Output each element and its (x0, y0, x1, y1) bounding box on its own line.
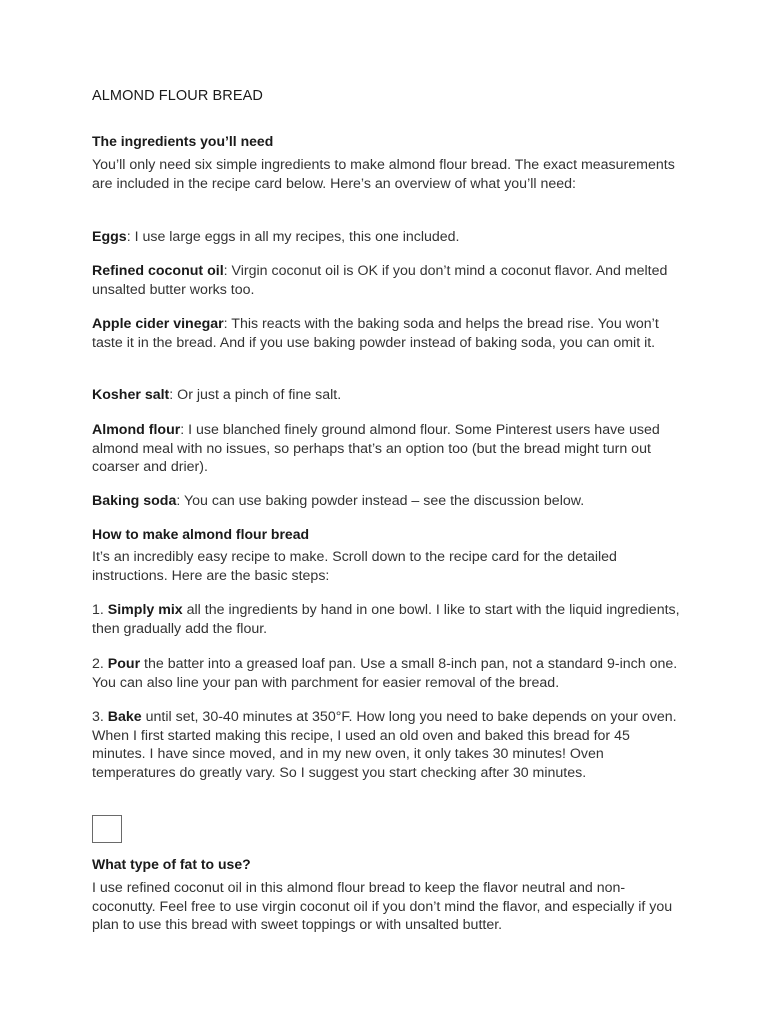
step-item-mix (92, 601, 682, 638)
ingredient-name: Kosher salt (92, 387, 170, 403)
step-number: 1. (92, 602, 108, 618)
ingredient-item-vinegar (92, 315, 682, 352)
ingredient-name: Almond flour (92, 422, 181, 438)
ingredient-text: : You can use baking powder instead – see the discussion below. (176, 493, 585, 509)
howto-heading: How to make almond flour bread (92, 526, 310, 542)
ingredient-name: Eggs (92, 229, 127, 245)
howto-intro: It’s an incredibly easy recipe to make. Scroll down to the recipe card for the detailed instructions. Here are the basic steps: (92, 549, 617, 584)
ingredient-name: Apple cider vinegar (92, 316, 224, 332)
ingredient-item-baking-soda (92, 492, 682, 511)
step-number: 2. (92, 656, 108, 672)
step-name: Bake (107, 709, 142, 725)
step-name: Pour (107, 656, 141, 672)
ingredient-text: : This reacts with the baking soda and helps the bread rise. You won’t taste it in the bread. And if you use baking powder instead of baking soda, you can omit it. (92, 316, 659, 351)
ingredient-item-coconut-oil (92, 262, 682, 299)
ingredient-text: : Virgin coconut oil is OK if you don’t mind a coconut flavor. And melted unsalted butter works too. (92, 263, 668, 298)
ingredient-name: Refined coconut oil (92, 263, 224, 279)
step-item-bake (92, 708, 682, 782)
ingredient-item-almond-flour (92, 421, 682, 477)
ingredients-intro: You’ll only need six simple ingredients to make almond flour bread. The exact measurements are included in the recipe card below. Here’s an overview of what you’ll need: (92, 157, 675, 192)
fat-text: I use refined coconut oil in this almond flour bread to keep the flavor neutral and non-coconutty. Feel free to use virgin coconut oil if you don’t mind the flavor, and especially if you plan to use this bread with sweet toppings or with unsalted butter. (92, 880, 673, 934)
step-item-pour (92, 655, 682, 692)
fat-heading: What type of fat to use? (92, 856, 251, 872)
ingredient-item-eggs (92, 228, 682, 247)
step-number: 3. (92, 709, 108, 725)
ingredient-name: Baking soda (92, 493, 177, 509)
checkbox[interactable] (92, 815, 122, 843)
ingredient-text: : I use blanched finely ground almond flour. Some Pinterest users have used almond meal with no issues, so perhaps that’s an option too (but the bread might turn out coarser and drier). (92, 422, 660, 476)
ingredient-item-salt (92, 386, 682, 405)
step-text: until set, 30-40 minutes at 350°F. How long you need to bake depends on your oven. When I first started making this recipe, I used an old oven and baked this bread for 45 minutes. I have since moved, and in my new oven, it only takes 30 minutes! Oven temperatures do greatly vary. So I suggest you start checking after 30 minutes. (92, 709, 677, 781)
document-title: ALMOND FLOUR BREAD (92, 88, 263, 104)
step-name: Simply mix (107, 602, 183, 618)
ingredient-text: : I use large eggs in all my recipes, this one included. (126, 229, 460, 245)
ingredient-text: : Or just a pinch of fine salt. (169, 387, 342, 403)
step-text: the batter into a greased loaf pan. Use a small 8-inch pan, not a standard 9-inch one. You can also line your pan with parchment for easier removal of the bread. (92, 656, 678, 691)
step-text: all the ingredients by hand in one bowl. I like to start with the liquid ingredients, then gradually add the flour. (92, 602, 680, 637)
ingredients-heading: The ingredients you’ll need (92, 133, 274, 149)
